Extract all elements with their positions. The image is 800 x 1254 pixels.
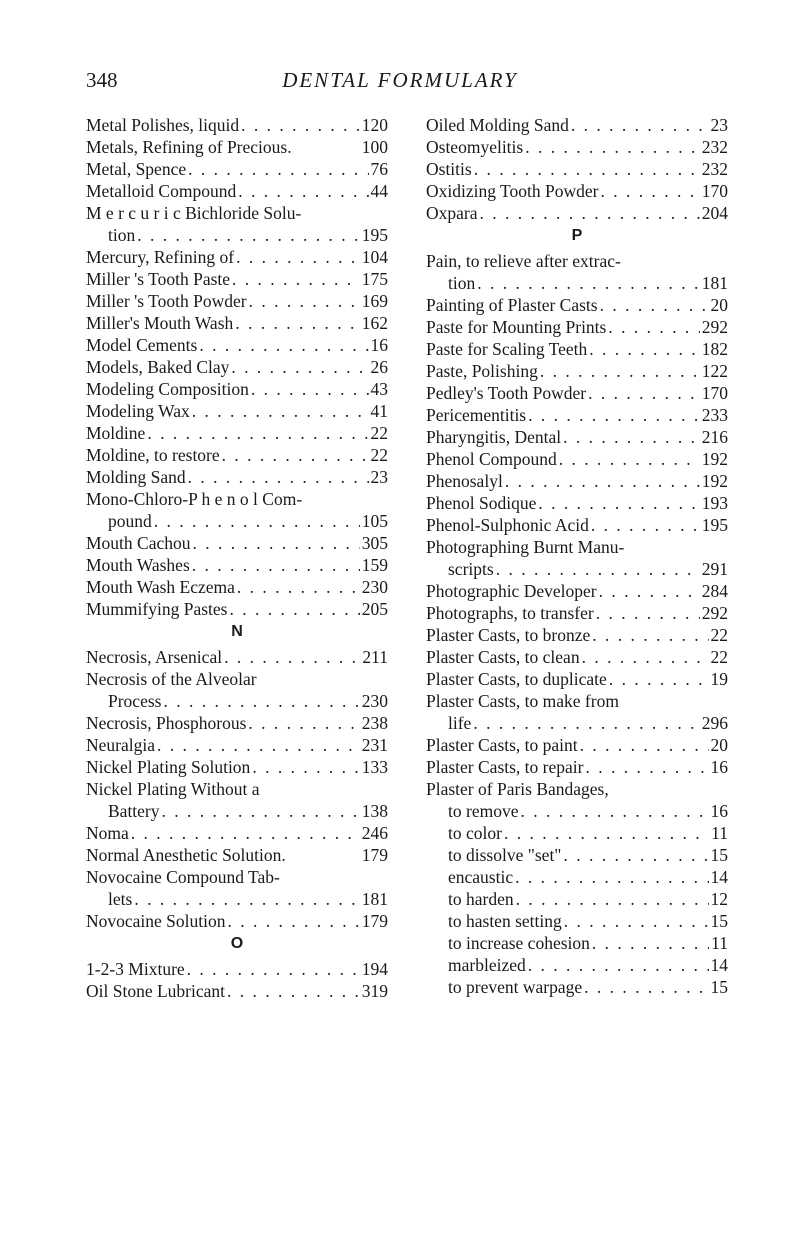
index-entry <box>426 426 728 448</box>
running-title: DENTAL FORMULARY <box>282 68 518 92</box>
entry-text: Plaster Casts, to make from <box>426 691 619 711</box>
leader-dots <box>162 800 360 822</box>
entry-text: Painting of Plaster Casts <box>426 295 598 315</box>
leader-dots <box>231 356 368 378</box>
index-entry <box>86 980 388 1002</box>
entry-text: Mummifying Pastes <box>86 599 228 619</box>
page-reference: 22 <box>370 445 388 465</box>
index-entry <box>426 778 728 800</box>
entry-text: Necrosis, Arsenical <box>86 647 223 667</box>
page-reference: 16 <box>710 801 728 821</box>
leader-dots <box>582 646 709 668</box>
entry-text: Pedley's Tooth Powder <box>426 383 587 403</box>
entry-text: Necrosis, Phosphorous <box>86 713 247 733</box>
index-entry <box>86 466 388 488</box>
page-number: 348 <box>86 68 118 92</box>
page-reference: 193 <box>701 493 728 513</box>
page-reference: 43 <box>370 379 388 399</box>
page-reference: 122 <box>701 361 728 381</box>
index-entry <box>86 356 388 378</box>
entry-text: Necrosis of the Alveolar <box>86 669 257 689</box>
section-letter: N <box>231 623 243 640</box>
entry-text: Ostitis <box>426 159 472 179</box>
leader-dots <box>193 532 360 554</box>
entry-text: marbleized <box>448 955 526 975</box>
index-entry <box>426 514 728 536</box>
index-entry <box>426 866 728 888</box>
index-entry <box>86 334 388 356</box>
entry-text: Noma <box>86 823 129 843</box>
index-entry <box>86 576 388 598</box>
index-entry <box>86 400 388 422</box>
entry-text: Process <box>108 691 162 711</box>
entry-text: life <box>448 713 472 733</box>
page-reference: 41 <box>370 401 388 421</box>
page-reference: 238 <box>361 713 388 733</box>
index-entry <box>86 422 388 444</box>
entry-text: Miller 's Tooth Powder <box>86 291 247 311</box>
entry-text: Pharyngitis, Dental <box>426 427 562 447</box>
entry-text: Plaster of Paris Bandages, <box>426 779 609 799</box>
leader-dots <box>134 888 359 910</box>
page-reference: 292 <box>701 317 728 337</box>
leader-dots <box>592 624 708 646</box>
leader-dots <box>477 272 700 294</box>
index-entry <box>426 932 728 954</box>
page-reference: 11 <box>711 933 728 953</box>
index-column-left <box>86 114 388 1002</box>
leader-dots <box>571 114 709 136</box>
index-entry <box>426 158 728 180</box>
index-entry <box>86 778 388 800</box>
entry-text: Oiled Molding Sand <box>426 115 569 135</box>
page-reference: 291 <box>701 559 728 579</box>
page-reference: 44 <box>370 181 388 201</box>
entry-text: pound <box>108 511 152 531</box>
page-reference: 104 <box>361 247 388 267</box>
section-letter: O <box>230 935 244 952</box>
page-reference: 233 <box>701 405 728 425</box>
entry-text: M e r c u r i c Bichloride Solu- <box>86 203 302 223</box>
page-reference: 231 <box>361 735 388 755</box>
page-reference: 216 <box>701 427 728 447</box>
entry-text: Paste, Polishing <box>426 361 538 381</box>
leader-dots <box>588 382 700 404</box>
page-reference: 194 <box>361 959 388 979</box>
leader-dots <box>538 492 699 514</box>
entry-text: to prevent warpage <box>448 977 583 997</box>
index-entry <box>86 180 388 202</box>
leader-dots <box>563 426 700 448</box>
index-entry <box>426 180 728 202</box>
entry-text: lets <box>108 889 133 909</box>
page-reference: 14 <box>710 955 728 975</box>
index-entry <box>86 712 388 734</box>
leader-dots <box>584 976 708 998</box>
page-reference: 205 <box>361 599 388 619</box>
entry-text: tion <box>108 225 136 245</box>
page-reference: 230 <box>361 577 388 597</box>
entry-text: Modeling Composition <box>86 379 249 399</box>
entry-text: to increase cohesion <box>448 933 590 953</box>
index-entry <box>86 554 388 576</box>
page-reference: 159 <box>361 555 388 575</box>
entry-text: Novocaine Compound Tab- <box>86 867 280 887</box>
index-entry <box>86 268 388 290</box>
entry-text: Pain, to relieve after extrac- <box>426 251 621 271</box>
index-entry <box>426 114 728 136</box>
leader-dots <box>600 180 699 202</box>
index-entry <box>86 158 388 180</box>
entry-text: Metals, Refining of Precious. <box>86 137 292 157</box>
entry-text: Plaster Casts, to repair <box>426 757 584 777</box>
leader-dots <box>496 558 700 580</box>
page-reference: 16 <box>370 335 388 355</box>
index-entry <box>426 734 728 756</box>
page-reference: 296 <box>701 713 728 733</box>
leader-dots <box>235 312 359 334</box>
page-reference: 162 <box>361 313 388 333</box>
page-reference: 192 <box>701 449 728 469</box>
leader-dots <box>157 734 360 756</box>
page-reference: 170 <box>701 181 728 201</box>
leader-dots <box>249 290 360 312</box>
leader-dots <box>137 224 360 246</box>
index-entry <box>86 224 388 246</box>
leader-dots <box>592 932 709 954</box>
index-entry <box>426 888 728 910</box>
page-reference: 246 <box>361 823 388 843</box>
leader-dots <box>504 822 709 844</box>
leader-dots <box>147 422 368 444</box>
entry-text: Battery <box>108 801 160 821</box>
entry-text: Mouth Washes <box>86 555 190 575</box>
entry-text: Plaster Casts, to paint <box>426 735 578 755</box>
leader-dots <box>473 712 699 734</box>
entry-text: Metalloid Compound <box>86 181 237 201</box>
page-reference: 19 <box>710 669 728 689</box>
page-reference: 12 <box>710 889 728 909</box>
page-reference: 20 <box>710 295 728 315</box>
leader-dots <box>580 734 709 756</box>
entry-text: Modeling Wax <box>86 401 190 421</box>
page-reference: 179 <box>361 845 388 865</box>
index-entry <box>426 690 728 712</box>
page-reference: 22 <box>370 423 388 443</box>
page-reference: 182 <box>701 339 728 359</box>
leader-dots <box>237 576 360 598</box>
section-letter: P <box>571 227 583 244</box>
entry-text: Novocaine Solution <box>86 911 226 931</box>
index-entry <box>426 910 728 932</box>
index-entry <box>426 136 728 158</box>
leader-dots <box>224 646 360 668</box>
index-entry <box>426 448 728 470</box>
index-entry <box>426 954 728 976</box>
page-reference: 211 <box>362 647 388 667</box>
index-entry <box>426 338 728 360</box>
page-reference: 175 <box>361 269 388 289</box>
entry-text: Phenosalyl <box>426 471 503 491</box>
leader-dots <box>163 690 359 712</box>
page-reference: 232 <box>701 137 728 157</box>
entry-text: Paste for Scaling Teeth <box>426 339 588 359</box>
index-entry <box>426 976 728 998</box>
page-reference: 15 <box>710 845 728 865</box>
index-entry <box>86 312 388 334</box>
page-reference: 20 <box>710 735 728 755</box>
page-reference: 230 <box>361 691 388 711</box>
entry-text: to harden <box>448 889 514 909</box>
index-entry <box>426 360 728 382</box>
entry-text: Photographs, to transfer <box>426 603 594 623</box>
entry-text: Moldine <box>86 423 146 443</box>
leader-dots <box>236 246 360 268</box>
entry-text: Mouth Cachou <box>86 533 191 553</box>
entry-text: Pericementitis <box>426 405 527 425</box>
entry-text: Phenol Sodique <box>426 493 537 513</box>
entry-text: tion <box>448 273 476 293</box>
index-entry <box>86 844 388 866</box>
leader-dots <box>192 400 369 422</box>
entry-text: Neuralgia <box>86 735 155 755</box>
leader-dots <box>599 580 700 602</box>
page-reference: 76 <box>370 159 388 179</box>
leader-dots <box>188 158 368 180</box>
leader-dots <box>589 338 699 360</box>
entry-text: encaustic <box>448 867 514 887</box>
index-entry <box>426 536 728 558</box>
index-column-right <box>426 114 728 998</box>
index-entry <box>426 844 728 866</box>
page-header <box>86 68 714 98</box>
page-reference: 100 <box>361 137 388 157</box>
page-reference: 105 <box>361 511 388 531</box>
leader-dots <box>188 466 369 488</box>
index-entry <box>426 800 728 822</box>
index-entry <box>426 272 728 294</box>
leader-dots <box>192 554 360 576</box>
leader-dots <box>608 316 699 338</box>
entry-text: Plaster Casts, to bronze <box>426 625 591 645</box>
index-entry <box>426 712 728 734</box>
index-entry <box>426 602 728 624</box>
leader-dots <box>251 378 369 400</box>
page-reference: 195 <box>701 515 728 535</box>
index-entry <box>86 532 388 554</box>
index-entry <box>86 690 388 712</box>
index-entry <box>86 136 388 158</box>
leader-dots <box>563 844 708 866</box>
leader-dots <box>252 756 359 778</box>
index-entry <box>86 444 388 466</box>
entry-text: Plaster Casts, to clean <box>426 647 580 667</box>
index-entry <box>86 668 388 690</box>
page-reference: 169 <box>361 291 388 311</box>
entry-text: scripts <box>448 559 494 579</box>
leader-dots <box>540 360 700 382</box>
entry-text: Phenol Compound <box>426 449 557 469</box>
entry-text: Plaster Casts, to duplicate <box>426 669 607 689</box>
entry-text: Metal Polishes, liquid <box>86 115 240 135</box>
page-reference: 195 <box>361 225 388 245</box>
page-reference: 179 <box>361 911 388 931</box>
index-entry <box>426 822 728 844</box>
index-entry <box>86 488 388 510</box>
index-entry <box>86 246 388 268</box>
index-entry <box>426 250 728 272</box>
index-entry <box>86 290 388 312</box>
index-entry <box>426 316 728 338</box>
entry-text: Mono-Chloro-P h e n o l Com- <box>86 489 303 509</box>
index-entry <box>86 800 388 822</box>
page-reference: 305 <box>361 533 388 553</box>
entry-text: to remove <box>448 801 519 821</box>
index-entry <box>86 910 388 932</box>
page-reference: 15 <box>710 911 728 931</box>
leader-dots <box>600 294 709 316</box>
index-entry <box>86 114 388 136</box>
leader-dots <box>564 910 709 932</box>
leader-dots <box>131 822 360 844</box>
index-entry <box>86 598 388 620</box>
entry-text: Nickel Plating Without a <box>86 779 260 799</box>
entry-text: Molding Sand <box>86 467 186 487</box>
index-entry <box>86 822 388 844</box>
leader-dots <box>199 334 368 356</box>
page-reference: 181 <box>701 273 728 293</box>
index-entry <box>426 646 728 668</box>
page-reference: 22 <box>710 647 728 667</box>
leader-dots <box>227 980 360 1002</box>
leader-dots <box>609 668 709 690</box>
entry-text: Osteomyelitis <box>426 137 524 157</box>
leader-dots <box>474 158 700 180</box>
entry-text: Photographic Developer <box>426 581 597 601</box>
entry-text: Mouth Wash Eczema <box>86 577 235 597</box>
entry-text: Oxidizing Tooth Powder <box>426 181 599 201</box>
index-entry <box>86 510 388 532</box>
index-entry <box>426 492 728 514</box>
entry-text: Miller 's Tooth Paste <box>86 269 231 289</box>
entry-text: Phenol-Sulphonic Acid <box>426 515 589 535</box>
leader-dots <box>222 444 369 466</box>
leader-dots <box>228 910 360 932</box>
page-reference: 23 <box>370 467 388 487</box>
leader-dots <box>528 404 700 426</box>
index-entry <box>86 958 388 980</box>
leader-dots <box>187 958 360 980</box>
index-entry <box>426 756 728 778</box>
page-reference: 26 <box>370 357 388 377</box>
index-entry <box>86 378 388 400</box>
leader-dots <box>248 712 359 734</box>
entry-text: Oil Stone Lubricant <box>86 981 226 1001</box>
index-entry <box>426 668 728 690</box>
leader-dots <box>585 756 708 778</box>
entry-text: to dissolve "set" <box>448 845 562 865</box>
index-entry <box>86 888 388 910</box>
index-entry <box>426 294 728 316</box>
index-entry <box>426 580 728 602</box>
page-reference: 15 <box>710 977 728 997</box>
entry-text: 1-2-3 Mixture <box>86 959 185 979</box>
leader-dots <box>520 800 708 822</box>
page-reference: 170 <box>701 383 728 403</box>
entry-text: to hasten setting <box>448 911 562 931</box>
leader-dots <box>241 114 360 136</box>
index-entry <box>426 558 728 580</box>
page-reference: 133 <box>361 757 388 777</box>
index-entry <box>86 734 388 756</box>
entry-text: Oxpara <box>426 203 478 223</box>
entry-text: Mercury, Refining of <box>86 247 235 267</box>
page-reference: 192 <box>701 471 728 491</box>
index-entry <box>426 470 728 492</box>
index-entry <box>86 202 388 224</box>
page-reference: 23 <box>710 115 728 135</box>
page-reference: 16 <box>710 757 728 777</box>
page-reference: 204 <box>701 203 728 223</box>
leader-dots <box>559 448 700 470</box>
page-reference: 232 <box>701 159 728 179</box>
leader-dots <box>596 602 700 624</box>
leader-dots <box>238 180 368 202</box>
page-reference: 319 <box>361 981 388 1001</box>
entry-text: Model Cements <box>86 335 198 355</box>
page-reference: 181 <box>361 889 388 909</box>
leader-dots <box>515 866 708 888</box>
index-entry <box>86 646 388 668</box>
leader-dots <box>154 510 360 532</box>
leader-dots <box>232 268 360 290</box>
index-entry <box>426 382 728 404</box>
index-entry <box>426 202 728 224</box>
leader-dots <box>516 888 709 910</box>
leader-dots <box>528 954 709 976</box>
leader-dots <box>505 470 700 492</box>
page-reference: 138 <box>361 801 388 821</box>
page-reference: 284 <box>701 581 728 601</box>
page-reference: 11 <box>711 823 728 843</box>
index-entry <box>426 624 728 646</box>
entry-text: Moldine, to restore <box>86 445 220 465</box>
leader-dots <box>229 598 359 620</box>
entry-text: Metal, Spence <box>86 159 187 179</box>
entry-text: Normal Anesthetic Solution. <box>86 845 286 865</box>
entry-text: Miller's Mouth Wash <box>86 313 234 333</box>
page-reference: 120 <box>361 115 388 135</box>
page-reference: 14 <box>710 867 728 887</box>
entry-text: Photographing Burnt Manu- <box>426 537 625 557</box>
index-entry <box>426 404 728 426</box>
entry-text: to color <box>448 823 502 843</box>
page-reference: 292 <box>701 603 728 623</box>
index-entry <box>86 866 388 888</box>
leader-dots <box>480 202 700 224</box>
entry-text: Nickel Plating Solution <box>86 757 251 777</box>
page-reference: 22 <box>710 625 728 645</box>
entry-text: Paste for Mounting Prints <box>426 317 607 337</box>
leader-dots <box>525 136 700 158</box>
entry-text: Models, Baked Clay <box>86 357 230 377</box>
leader-dots <box>591 514 700 536</box>
index-entry <box>86 756 388 778</box>
